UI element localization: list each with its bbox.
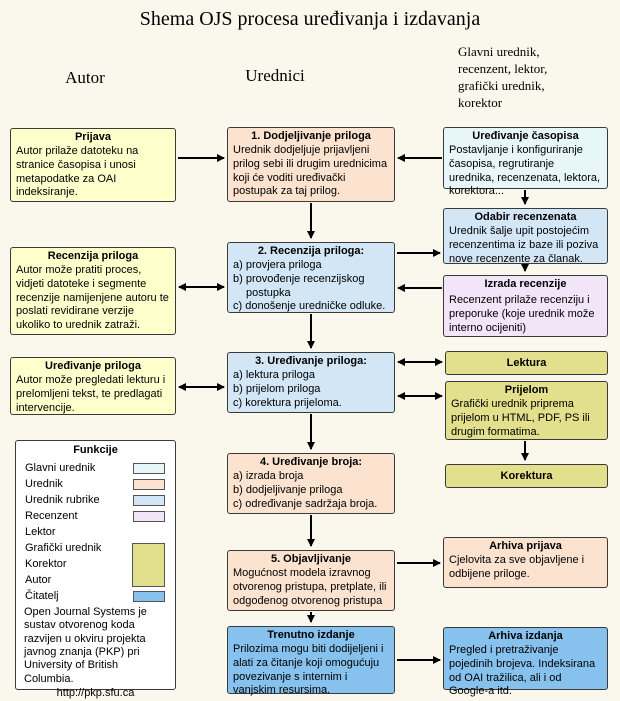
legend-label: Recenzent	[25, 509, 78, 522]
box-body: Cjelovita za sve objavljene i odbijene priloge.	[449, 553, 585, 580]
box-body: Mogućnost modela izravnog otvorenog pristupa, pretplate, ili odgođenog otvorenog pristupa	[233, 566, 387, 607]
box-prijelom	[445, 381, 608, 440]
legend-row	[16, 509, 175, 525]
box-title: Prijava	[74, 131, 112, 143]
box-trenutno-izdanje	[227, 626, 395, 697]
box-body: Urednik dodjeljuje prijavljeni prilog sebi ili drugim urednicima koji će voditi uređivački postupak za taj prilog.	[233, 143, 388, 198]
legend-note: Open Journal Systems je sustav otvorenog koda razvijen u okviru projekta javnog znanja (PKP) pri University of British Columbia.	[24, 605, 147, 685]
legend-swatch-urednik-rubrike	[133, 495, 165, 506]
legend-row	[16, 477, 175, 493]
box-arhiva-izdanja	[443, 627, 608, 698]
box-odabir-recenzenata	[443, 208, 608, 264]
box-title: Lektura	[506, 357, 547, 369]
box-korektura	[445, 464, 608, 488]
legend-row	[16, 525, 175, 541]
box-uredjivanje-priloga	[227, 352, 395, 413]
box-arhiva-prijava	[443, 537, 608, 588]
legend-title: Funkcije	[73, 444, 118, 456]
box-title: Uređivanje časopisa	[472, 130, 579, 142]
box-body-line: b) provođenje recenzijskog postupka	[233, 272, 365, 299]
box-body-line: c) određivanje sadržaja broja.	[233, 497, 378, 510]
box-body-line: b) dodjeljivanje priloga	[233, 483, 343, 496]
column-header-others: Glavni urednik, recenzent, lektor, grafički urednik, korektor	[458, 44, 548, 110]
box-prijava	[10, 128, 176, 202]
box-lektura	[445, 351, 608, 375]
column-header-autor: Autor	[65, 68, 105, 87]
legend-row	[16, 493, 175, 509]
box-title: Arhiva izdanja	[488, 630, 563, 642]
diagram-title: Shema OJS procesa uređivanja i izdavanja	[139, 8, 481, 30]
box-body: Urednik šalje upit postojećim recenzentima iz baze ili poziva nove recenzente za članak.	[449, 224, 599, 265]
box-body: Autor prilaže datoteku na stranice časopisa i unosi metapodatke za OAI indeksiranje.	[16, 144, 139, 199]
box-body: Prilozima mogu biti dodijeljeni i alati za čitanje koji omogućuju povezivanje s internim i vanjskim resursima.	[233, 642, 384, 697]
legend-label: Urednik	[25, 477, 63, 490]
legend-label: Lektor	[25, 525, 56, 538]
box-body-line: a) lektura priloga	[233, 368, 315, 381]
box-title: 2. Recenzija priloga:	[257, 245, 365, 257]
legend-swatch-lektor-graficki-korektor	[132, 543, 165, 587]
box-title: Trenutno izdanje	[267, 629, 355, 641]
box-title: 3. Uređivanje priloga:	[255, 355, 367, 367]
box-body: Recenzent prilaže recenziju i preporuke (koje urednik može interno ocijeniti)	[449, 293, 595, 334]
box-objavljivanje	[227, 550, 395, 611]
box-uredjivanje-broja	[227, 453, 395, 514]
box-title: 4. Uređivanje broja:	[259, 456, 363, 468]
box-uredjivanje-casopisa	[443, 127, 608, 198]
box-recenzija-priloga	[227, 242, 395, 313]
box-body-line: c) korektura prijeloma.	[233, 396, 342, 409]
legend-box	[15, 440, 176, 700]
legend-label: Glavni urednik	[25, 461, 96, 474]
legend-row	[16, 589, 175, 605]
box-body-line: a) izrada broja	[233, 469, 304, 482]
legend-label: Urednik rubrike	[25, 493, 100, 506]
box-body: Autor može pregledati lekturu i prelomljeni tekst, te predlagati intervencije.	[16, 373, 166, 414]
box-body: Autor može pratiti proces, vidjeti datoteke i segmente recenzije namijenjene autoru te poslati revidirane verzije ukoliko to urednik zatraži.	[16, 263, 169, 332]
box-title: Recenzija priloga	[47, 250, 139, 262]
legend-rows	[16, 461, 175, 605]
box-title: 5. Objavljivanje	[270, 553, 352, 565]
legend-swatch-urednik	[133, 479, 165, 490]
legend-swatch-recenzent	[133, 511, 165, 522]
legend-label: Korektor	[25, 557, 67, 570]
box-izrada-recenzije	[443, 275, 608, 337]
column-header-urednici: Urednici	[245, 66, 305, 85]
legend-swatch-citatelj	[133, 591, 165, 602]
legend-label: Autor	[25, 573, 52, 586]
legend-row	[16, 461, 175, 477]
legend-url: http://pkp.sfu.ca	[56, 687, 135, 700]
box-title: Izrada recenzije	[484, 278, 567, 290]
legend-label: Grafički urednik	[25, 541, 102, 554]
box-body-line: a) provjera priloga	[233, 258, 322, 271]
box-title: Korektura	[500, 470, 553, 482]
box-body-line: b) prijelom priloga	[233, 382, 321, 395]
legend-label: Čitatelj	[25, 589, 59, 602]
legend-swatch-glavni-urednik	[133, 463, 165, 474]
box-recenzija-priloga-autor	[10, 247, 176, 335]
box-body: Pregled i pretraživanje pojedinih brojeva. Indeksirana od OAI tražilica, ali i od Google-a itd.	[449, 643, 596, 698]
box-body: Postavljanje i konfiguriranje časopisa, regrutiranje urednika, recenzenata, lektora, korektora...	[449, 143, 601, 198]
box-title: Uređivanje priloga	[45, 360, 141, 372]
box-title: Prijelom	[504, 384, 549, 396]
box-title: Arhiva prijava	[489, 540, 562, 552]
box-dodjeljivanje-priloga	[227, 127, 395, 202]
box-title: Odabir recenzenata	[474, 211, 577, 223]
box-body-line: c) donošenje uredničke odluke.	[233, 300, 386, 313]
box-uredjivanje-priloga-autor	[10, 357, 176, 415]
box-title: 1. Dodjeljivanje priloga	[251, 130, 371, 142]
box-body: Grafički urednik priprema prijelom u HTML, PDF, PS ili drugim formatima.	[451, 397, 590, 438]
